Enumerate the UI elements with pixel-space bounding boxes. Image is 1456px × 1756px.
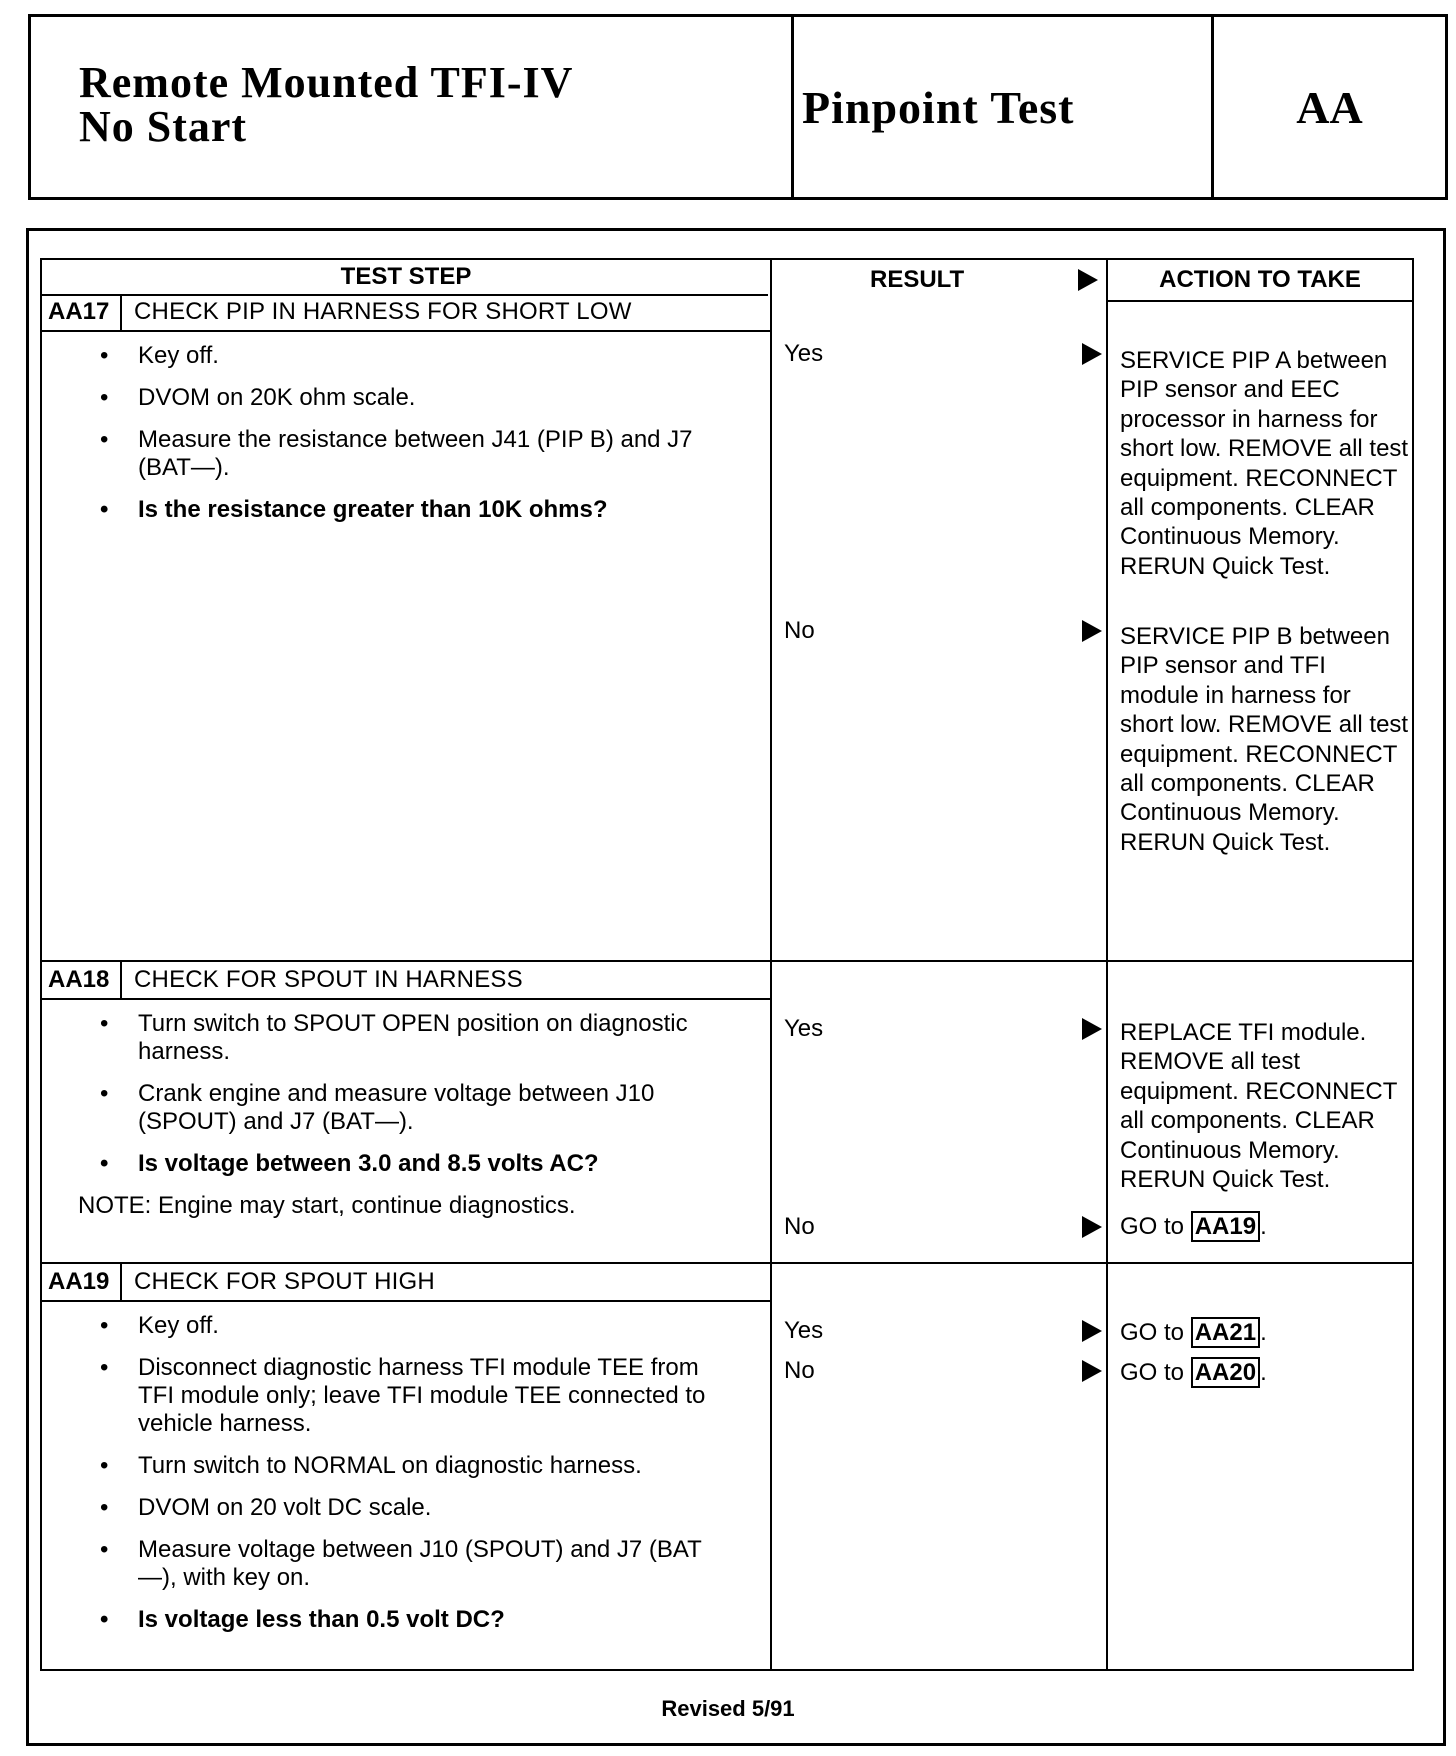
result-label: Yes	[784, 1317, 824, 1344]
step-instructions	[42, 1010, 770, 1220]
goto-suffix: .	[1260, 1213, 1267, 1240]
instruction-question: • Is voltage between 3.0 and 8.5 volts AC?	[138, 1150, 730, 1178]
step-instructions	[42, 1312, 770, 1648]
step-reference-link[interactable]: AA19	[1191, 1211, 1260, 1242]
step-id: AA19	[42, 1264, 122, 1300]
instruction-note: NOTE: Engine may start, continue diagnostics.	[78, 1192, 576, 1219]
result-no	[784, 616, 1104, 646]
test-code: AA	[1296, 81, 1363, 133]
result-label: No	[784, 1213, 815, 1240]
test-type: Pinpoint Test	[802, 81, 1075, 133]
action-text: SERVICE PIP B between PIP sensor and TFI module in harness for short low. REMOVE all test equipment. RECONNECT all components. CLEAR Continuous Memory. RERUN Quick Test.	[1120, 623, 1409, 856]
column-header-action: ACTION TO TAKE	[1159, 266, 1361, 293]
instruction-item: • DVOM on 20K ohm scale.	[138, 384, 730, 412]
test-step-row	[42, 294, 1412, 962]
test-type-cell	[794, 17, 1214, 197]
result-no	[784, 1212, 1104, 1242]
goto-suffix: .	[1260, 1319, 1267, 1346]
title-line-1: Remote Mounted TFI-IV	[79, 58, 574, 107]
result-yes	[784, 339, 1104, 369]
result-label: Yes	[784, 340, 824, 367]
pinpoint-test-table	[40, 258, 1414, 1671]
arrow-right-icon	[1082, 620, 1102, 642]
arrow-right-icon	[1082, 1216, 1102, 1238]
result-label: No	[784, 1357, 815, 1384]
instruction-question: • Is the resistance greater than 10K ohms?	[138, 496, 730, 524]
result-yes	[784, 1316, 1104, 1346]
step-header	[42, 962, 770, 1000]
title-line-2: No Start	[79, 102, 248, 151]
arrow-right-icon	[1082, 1018, 1102, 1040]
instruction-item: • Measure the resistance between J41 (PIP B) and J7 (BAT—).	[138, 426, 730, 482]
step-title: CHECK PIP IN HARNESS FOR SHORT LOW	[134, 298, 632, 325]
action-goto	[1120, 1318, 1410, 1347]
instruction-item: • Turn switch to SPOUT OPEN position on diagnostic harness.	[138, 1010, 730, 1066]
arrow-right-icon	[1082, 1320, 1102, 1342]
result-header-label: RESULT	[870, 266, 965, 293]
step-id: AA17	[42, 294, 122, 330]
step-instructions	[42, 342, 770, 538]
instruction-item: • Crank engine and measure voltage between J10 (SPOUT) and J7 (BAT—).	[138, 1080, 730, 1136]
test-code-cell	[1214, 17, 1445, 197]
instruction-item: • Key off.	[138, 342, 730, 370]
result-no	[784, 1356, 1104, 1386]
instruction-item: • Measure voltage between J10 (SPOUT) and J7 (BAT—), with key on.	[138, 1536, 730, 1592]
arrow-right-icon	[1082, 1360, 1102, 1382]
result-label: No	[784, 617, 815, 644]
step-title: CHECK FOR SPOUT IN HARNESS	[134, 966, 523, 993]
goto-prefix: GO to	[1120, 1359, 1185, 1386]
action-text: REPLACE TFI module. REMOVE all test equipment. RECONNECT all components. CLEAR Continuous Memory. RERUN Quick Test.	[1120, 1019, 1397, 1194]
instruction-item: • Key off.	[138, 1312, 730, 1340]
instruction-question: • Is voltage less than 0.5 volt DC?	[138, 1606, 730, 1634]
step-title: CHECK FOR SPOUT HIGH	[134, 1268, 435, 1295]
test-step-row	[42, 962, 1412, 1264]
step-id: AA18	[42, 962, 122, 998]
step-header	[42, 1264, 770, 1302]
instruction-item: • DVOM on 20 volt DC scale.	[138, 1494, 730, 1522]
page-header	[28, 14, 1448, 200]
test-step-row	[42, 1264, 1412, 1671]
result-arrow-icon	[1078, 269, 1098, 291]
action-goto	[1120, 1212, 1410, 1241]
instruction-item: • Disconnect diagnostic harness TFI module TEE from TFI module only; leave TFI module TEE connected to vehicle harness.	[138, 1354, 730, 1438]
step-reference-link[interactable]: AA21	[1191, 1317, 1260, 1348]
result-label: Yes	[784, 1015, 824, 1042]
procedure-title	[31, 17, 794, 197]
step-header	[42, 294, 770, 332]
goto-suffix: .	[1260, 1359, 1267, 1386]
column-header-test-step: TEST STEP	[340, 263, 472, 290]
action-text: SERVICE PIP A between PIP sensor and EEC processor in harness for short low. REMOVE all test equipment. RECONNECT all components. CLEAR Continuous Memory. RERUN Quick Test.	[1120, 347, 1409, 580]
instruction-item: • Turn switch to NORMAL on diagnostic harness.	[138, 1452, 730, 1480]
goto-prefix: GO to	[1120, 1213, 1185, 1240]
revision-footer: Revised 5/91	[661, 1696, 795, 1721]
step-reference-link[interactable]: AA20	[1191, 1357, 1260, 1388]
arrow-right-icon	[1082, 343, 1102, 365]
action-goto	[1120, 1358, 1410, 1387]
goto-prefix: GO to	[1120, 1319, 1185, 1346]
result-yes	[784, 1014, 1104, 1044]
